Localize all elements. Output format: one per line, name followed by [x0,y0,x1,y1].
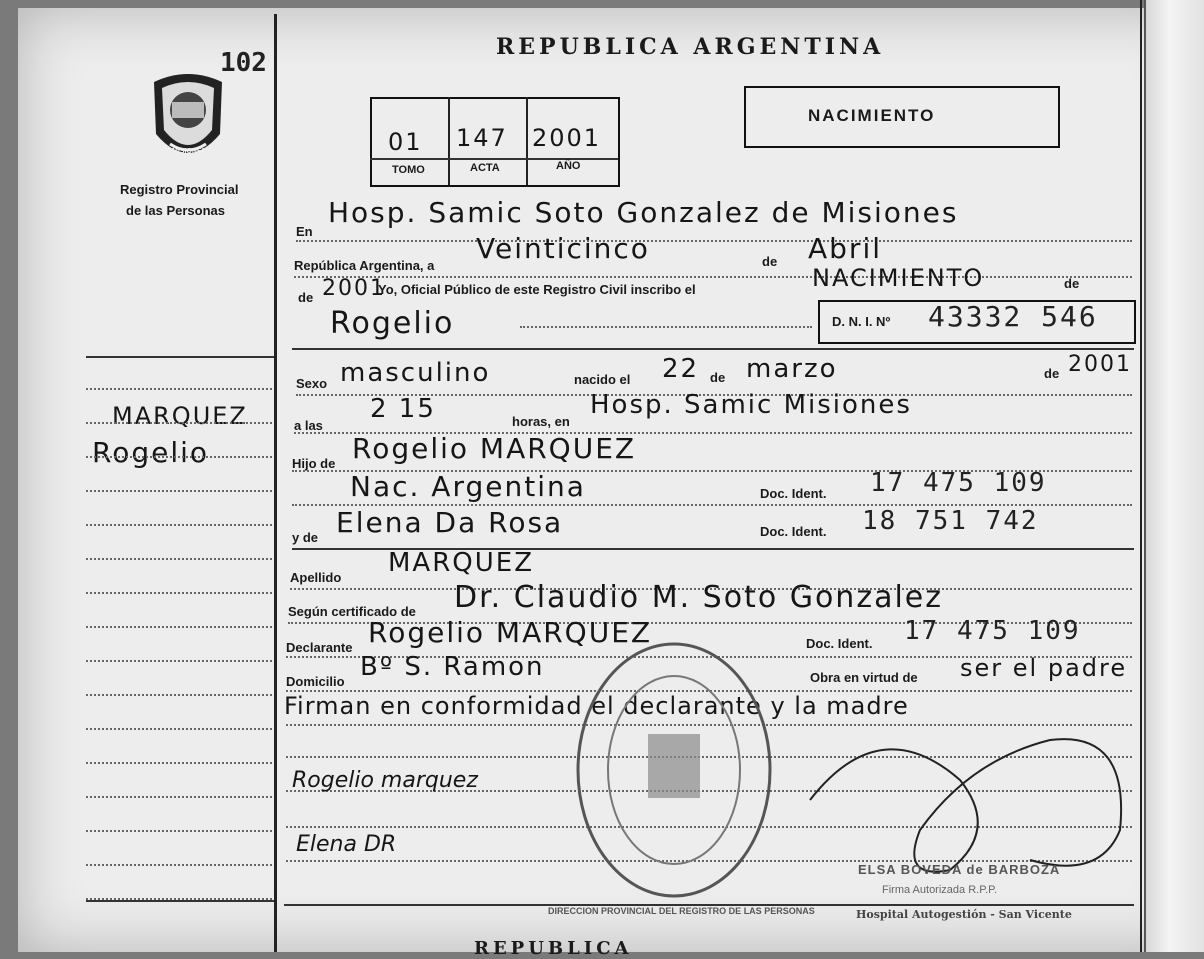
entry-apellido: MARQUEZ [388,548,535,578]
margin-rule [86,422,272,424]
entry-anio-nac: 2001 [1068,352,1132,377]
entry-nombre: Rogelio [330,306,455,341]
margin-rule [86,490,272,492]
volume-label-rule [370,158,618,160]
entry-padre-doc: 17 475 109 [870,468,1047,498]
entry-obra: ser el padre [960,654,1128,682]
stamp-text: DIRECCION PROVINCIAL DEL REGISTRO DE LAS PERSONAS [548,906,815,916]
signature-father: Rogelio marquez [292,768,478,793]
rule-2 [294,276,1132,278]
entry-lugar-nac: Hosp. Samic Misiones [590,390,912,420]
section-rule [292,348,1134,350]
label-apellido: Apellido [290,570,342,585]
margin-divider [274,14,277,952]
entry-certificado: Dr. Claudio M. Soto Gonzalez [454,580,943,615]
label-de2: de [1064,276,1080,291]
seal-label: MISIONES [172,148,207,155]
signature-mother: Elena DR [296,832,397,857]
rule-3 [520,326,812,328]
country-title: REPUBLICA ARGENTINA [496,34,885,60]
entry-tipo: NACIMIENTO [812,264,985,292]
tomo-value: 01 [388,128,423,156]
entry-dia-nac: 22 [662,354,700,384]
margin-rule [86,728,272,730]
label-de3: de [710,370,726,385]
margin-rule [86,524,272,526]
margin-rule [86,388,272,390]
registry-name-line1: Registro Provincial [120,182,239,197]
margin-given: Rogelio [92,436,210,469]
ano-label: AÑO [556,160,581,172]
entry-declarante-doc: 17 475 109 [904,616,1081,646]
margin-rule [86,626,272,628]
entry-mes-nac: marzo [746,354,838,384]
label-yo: Yo, Oficial Público de este Registro Civil inscribo el [378,282,696,297]
label-a-las: a las [294,418,323,433]
margin-surname: MARQUEZ [112,402,248,430]
margin-rule [86,864,272,866]
official-office: Hospital Autogestión - San Vicente [856,908,1072,921]
entry-anio: 2001 [322,276,386,301]
margin-rule-bottom [86,900,274,902]
margin-rule [86,456,272,458]
label-de4: de [1044,366,1060,381]
ano-value: 2001 [532,124,602,152]
entry-dni: 43332 546 [928,300,1098,333]
volume-divider-1 [448,97,450,185]
page-number: 102 [220,48,267,78]
margin-rule [86,694,272,696]
margin-rule [86,660,272,662]
footer-fragment: REPUBLICA [474,938,633,959]
page-edge [1144,0,1204,952]
label-segun: Según certificado de [288,604,416,619]
entry-firma-line: Firman en conformidad el declarante y la madre [284,692,909,720]
tomo-label: TOMO [392,164,425,176]
label-domicilio: Domicilio [286,674,345,689]
margin-rule [86,898,272,900]
entry-domicilio: Bº S. Ramon [360,652,545,682]
label-nacido: nacido el [574,372,631,387]
entry-hora: 2 15 [370,394,436,424]
label-y-de: y de [292,530,319,545]
label-de-year: de [298,290,314,305]
entry-sexo: masculino [340,358,491,388]
entry-declarante: Rogelio MARQUEZ [368,616,653,649]
margin-rule-top [86,356,274,358]
label-hijo-de: Hijo de [292,456,336,471]
rule-1 [296,240,1132,242]
official-title: Firma Autorizada R.P.P. [882,884,998,896]
label-doc-ident-1: Doc. Ident. [760,486,827,501]
label-en: En [296,224,313,239]
margin-rule [86,796,272,798]
entry-madre: Elena Da Rosa [336,506,564,539]
volume-divider-2 [526,97,528,185]
label-declarante: Declarante [286,640,353,655]
label-dni: D. N. I. Nº [832,314,891,329]
label-doc-ident-2: Doc. Ident. [760,524,827,539]
entry-nacionalidad: Nac. Argentina [350,470,586,503]
registry-name-line2: de las Personas [126,203,225,218]
label-horas-en: horas, en [512,414,570,429]
label-de: de [762,254,778,269]
margin-rule [86,830,272,832]
entry-madre-doc: 18 751 742 [862,506,1039,536]
official-name: ELSA BOVEDA de BARBOZA [858,862,1061,877]
entry-mes: Abril [808,232,882,265]
official-stamp-icon [572,638,776,902]
entry-padre: Rogelio MARQUEZ [352,432,637,465]
label-sexo: Sexo [296,376,328,391]
acta-label: ACTA [470,162,500,174]
acta-value: 147 [456,124,508,152]
margin-rule [86,558,272,560]
margin-rule [86,762,272,764]
label-doc-ident-3: Doc. Ident. [806,636,873,651]
entry-lugar: Hosp. Samic Soto Gonzalez de Misiones [328,196,959,229]
label-republica: República Argentina, a [294,258,435,273]
doc-type: NACIMIENTO [808,106,936,125]
margin-rule [86,592,272,594]
entry-dia: Veinticinco [476,232,650,265]
label-obra: Obra en virtud de [810,670,918,685]
